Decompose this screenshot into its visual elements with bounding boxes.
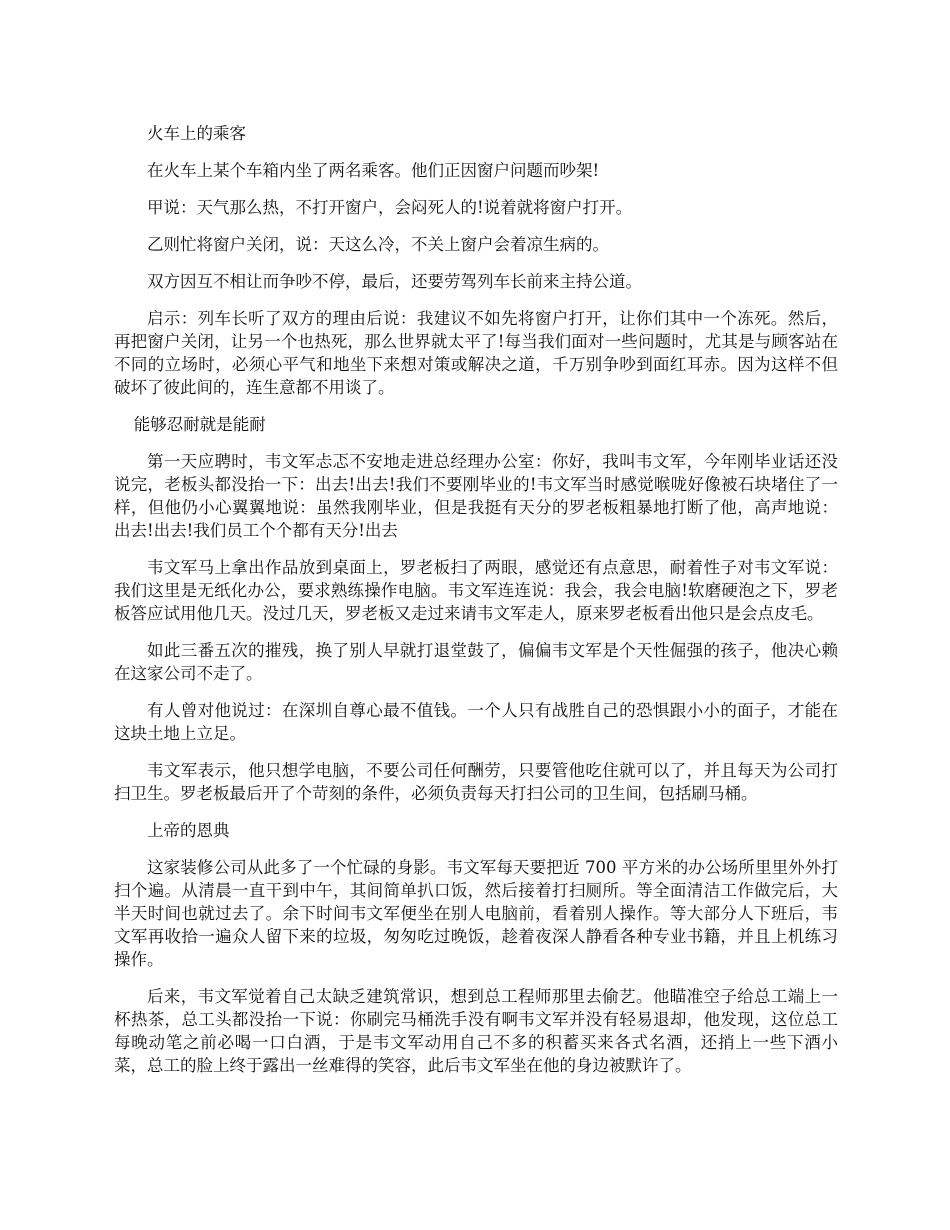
paragraph: 韦文军表示，他只想学电脑，不要公司任何酬劳，只要管他吃住就可以了，并且每天为公司打扫卫生。罗老板最后开了个苛刻的条件，必须负责每天打扫公司的卫生间，包括刷马桶。 [114, 761, 838, 803]
section-title-patience: 能够忍耐就是能耐 [133, 415, 266, 434]
paragraph: 有人曾对他说过：在深圳自尊心最不值钱。一个人只有战胜自己的恐惧跟小小的面子，才能在这块土地上立足。 [114, 701, 838, 743]
paragraph: 双方因互不相让而争吵不停，最后，还要劳驾列车长前来主持公道。 [147, 272, 642, 291]
paragraph: 在火车上某个车箱内坐了两名乘客。他们正因窗户问题而吵架! [147, 161, 600, 180]
document-page [114, 122, 838, 1091]
paragraph: 如此三番五次的摧残，换了别人早就打退堂鼓了，偏偏韦文军是个天性倔强的孩子，他决心赖在这家公司不走了。 [114, 641, 838, 683]
paragraph: 乙则忙将窗户关闭，说：天这么冷，不关上窗户会着凉生病的。 [147, 235, 609, 254]
paragraph: 启示：列车长听了双方的理由后说：我建议不如先将窗户打开，让你们其中一个冻死。然后，再把窗户关闭，让另一个也热死，那么世界就太平了!每当我们面对一些问题时，尤其是与顾客站在不同的立场时，必须心平气和地坐下来想对策或解决之道，千万别争吵到面红耳赤。因为这样不但破坏了彼此间的，连生意都不用谈了。 [114, 309, 838, 397]
paragraph: 甲说：天气那么热，不打开窗户，会闷死人的!说着就将窗户打开。 [147, 198, 633, 217]
paragraph: 第一天应聘时，韦文军忐忑不安地走进总经理办公室：你好，我叫韦文军，今年刚毕业话还没说完，老板头都没抬一下：出去!出去!我们不要刚毕业的!韦文军当时感觉喉咙好像被石块堵住了一样，但他仍小心翼翼地说：虽然我刚毕业，但是我挺有天分的罗老板粗暴地打断了他，高声地说：出去!出去!我们员工个个都有天分!出去 [114, 452, 838, 540]
paragraph: 这家装修公司从此多了一个忙碌的身影。韦文军每天要把近 700 平方米的办公场所里里外外打扫个遍。从清晨一直干到中午，其间简单扒口饭，然后接着打扫厕所。等全面清洁工作做完后，大半天时间也就过去了。余下时间韦文军便坐在别人电脑前，看着别人操作。等大部分人下班后，韦文军再收拾一遍众人留下来的垃圾，匆匆吃过晚饭，趁着夜深人静看各种专业书籍，并且上机练习操作。 [114, 858, 838, 969]
paragraph: 韦文军马上拿出作品放到桌面上，罗老板扫了两眼，感觉还有点意思，耐着性子对韦文军说：我们这里是无纸化办公，要求熟练操作电脑。韦文军连连说：我会，我会电脑!软磨硬泡之下，罗老板答应试用他几天。没过几天，罗老板又走过来请韦文军走人，原来罗老板看出他只是会点皮毛。 [114, 558, 838, 623]
section-title-grace: 上帝的恩典 [147, 821, 230, 840]
paragraph: 后来，韦文军觉着自己太缺乏建筑常识，想到总工程师那里去偷艺。他瞄准空子给总工端上一杯热茶，总工头都没抬一下说：你刷完马桶洗手没有啊韦文军并没有轻易退却，他发现，这位总工每晚动笔之前必喝一口白酒，于是韦文军动用自己不多的积蓄买来各式名酒，还捎上一些下酒小菜，总工的脸上终于露出一丝难得的笑容，此后韦文军坐在他的身边被默许了。 [114, 987, 838, 1075]
section-title-train-passengers: 火车上的乘客 [147, 124, 246, 143]
